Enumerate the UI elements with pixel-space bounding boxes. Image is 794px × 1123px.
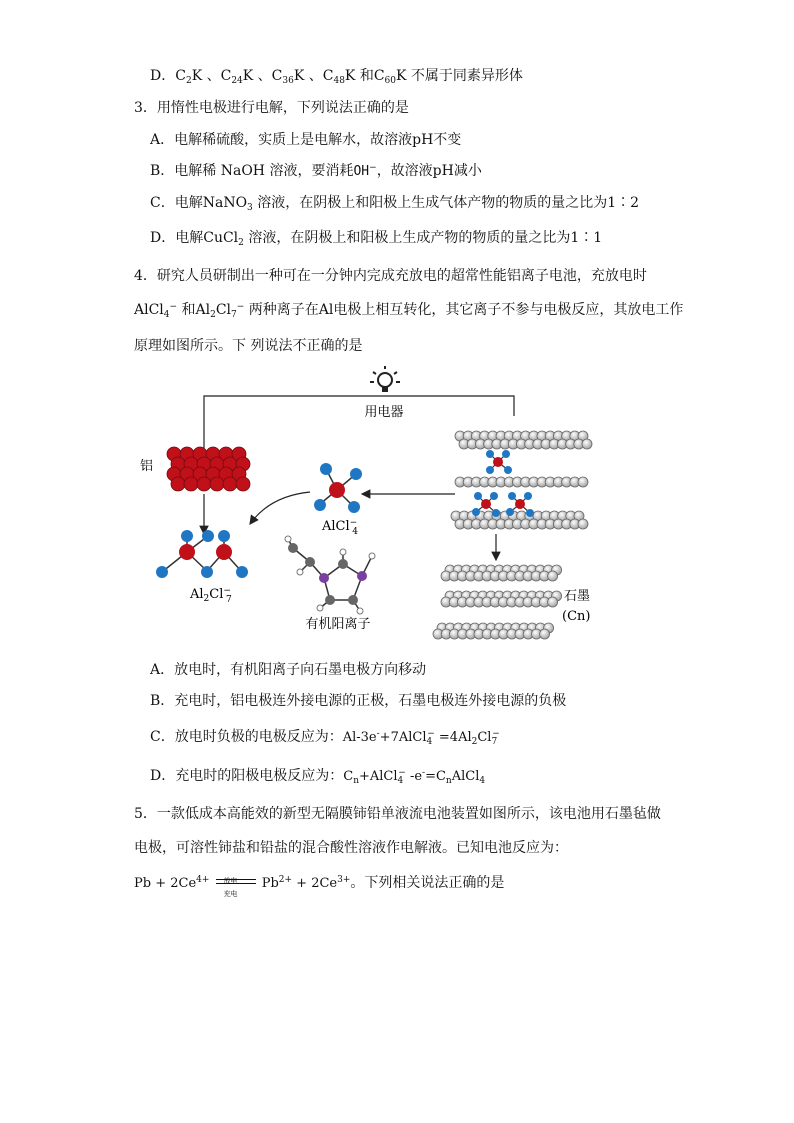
q4-option-a: A．放电时，有机阳离子向石墨电极方向移动 (150, 662, 427, 678)
q5-stem-line3: $Pb + 2Ce^{4+}$ 放电 充电 $Pb^{2+} + 2Ce^{3+}$。下列相关说法正确的是 (134, 875, 505, 898)
aluminum-electrode (167, 447, 250, 491)
al2cl7-label: $Al_2Cl^-$ 7 (190, 586, 232, 605)
graphite-formula-label: (Cn) (562, 609, 591, 624)
q4-option-c: C．放电时负极的电极反应为：Al-3e-+7AlCl$_4$− $=4Al_2Cl_7^-$ (150, 729, 500, 747)
q4-stem-line1: 4．研究人员研制出一种可在一分钟内完成充放电的超常性能铝离子电池，充放电时 (134, 268, 647, 284)
alcl4-molecule (314, 463, 362, 513)
graphite-electrode-charged (451, 431, 592, 529)
q4-c-equation: Al-3e-+7AlCl$_4$− $=4Al_2Cl_7^-$ (342, 729, 500, 747)
organic-cation-molecule (285, 536, 375, 614)
q3-option-c: C．电解NaNO$_3$ 溶液，在阴极上和阳极上生成气体产物的物质的量之比为1∶2 (150, 195, 640, 213)
q3-option-a: A．电解稀硫酸，实质上是电解水，故溶液pH不变 (150, 132, 462, 148)
q4-stem-line3: 原理如图所示。下 列说法不正确的是 (134, 338, 363, 354)
graphite-label: 石墨 (564, 589, 591, 604)
hydroxide-ion: OH (353, 164, 370, 179)
q2-formulas: $C_2K$ 、$C_{24}K$ 、$C_{36}K$ 、$C_{48}K$ 和$C_{60}K$ (175, 68, 411, 86)
organic-cation-label: 有机阳离子 (305, 617, 371, 632)
graphite-electrode-discharged (433, 565, 562, 639)
al2cl7-molecule (156, 530, 248, 578)
arrow-alcl4-to-al2cl7 (250, 492, 310, 524)
q4-option-b: B．充电时，铝电极连外接电源的正极，石墨电极连外接电源的负极 (150, 693, 567, 709)
q3-stem: 3．用惰性电极进行电解，下列说法正确的是 (134, 100, 409, 116)
q3-option-b: B．电解稀 NaOH 溶液，要消耗OH−，故溶液pH减小 (150, 163, 482, 179)
reversible-arrow: 放电 充电 (214, 874, 258, 894)
device-label: 用电器 (364, 405, 404, 420)
q4-option-d: D．充电时的阳极电极反应为：$C_n+AlCl_4^-$ $-e^-=C_nAlCl_4$ (150, 768, 486, 786)
q4-stem-line2: AlCl$_4$− 和$Al_2Cl_7^-$ 两种离子在Al电极上相互转化，其它离子不参与电极反应，其放电工作 (134, 302, 684, 320)
q4-d-equation: $C_n+AlCl_4^-$ $-e^-=C_nAlCl_4$ (343, 768, 486, 786)
q2-option-d: D．$C_2K$ 、$C_{24}K$ 、$C_{36}K$ 、$C_{48}K$ 和$C_{60}K$ 不属于同素异形体 (150, 68, 523, 86)
aluminum-label: 铝 (140, 459, 154, 474)
light-bulb-icon (370, 366, 400, 392)
q5-stem-line2: 电极，可溶性铈盐和铅盐的混合酸性溶液作电解液。已知电池反应为： (134, 840, 568, 856)
q3-option-d: D．电解CuCl$_2$ 溶液，在阴极上和阳极上生成产物的物质的量之比为1∶1 (150, 230, 603, 248)
alcl4-label: AlCl− 4 (322, 518, 358, 537)
q5-stem-line1: 5．一款低成本高能效的新型无隔膜铈铅单液流电池装置如图所示，该电池用石墨毡做 (134, 806, 661, 822)
q5-equation: $Pb + 2Ce^{4+}$ 放电 充电 $Pb^{2+} + 2Ce^{3+}$ (134, 875, 351, 898)
battery-diagram (130, 364, 610, 654)
